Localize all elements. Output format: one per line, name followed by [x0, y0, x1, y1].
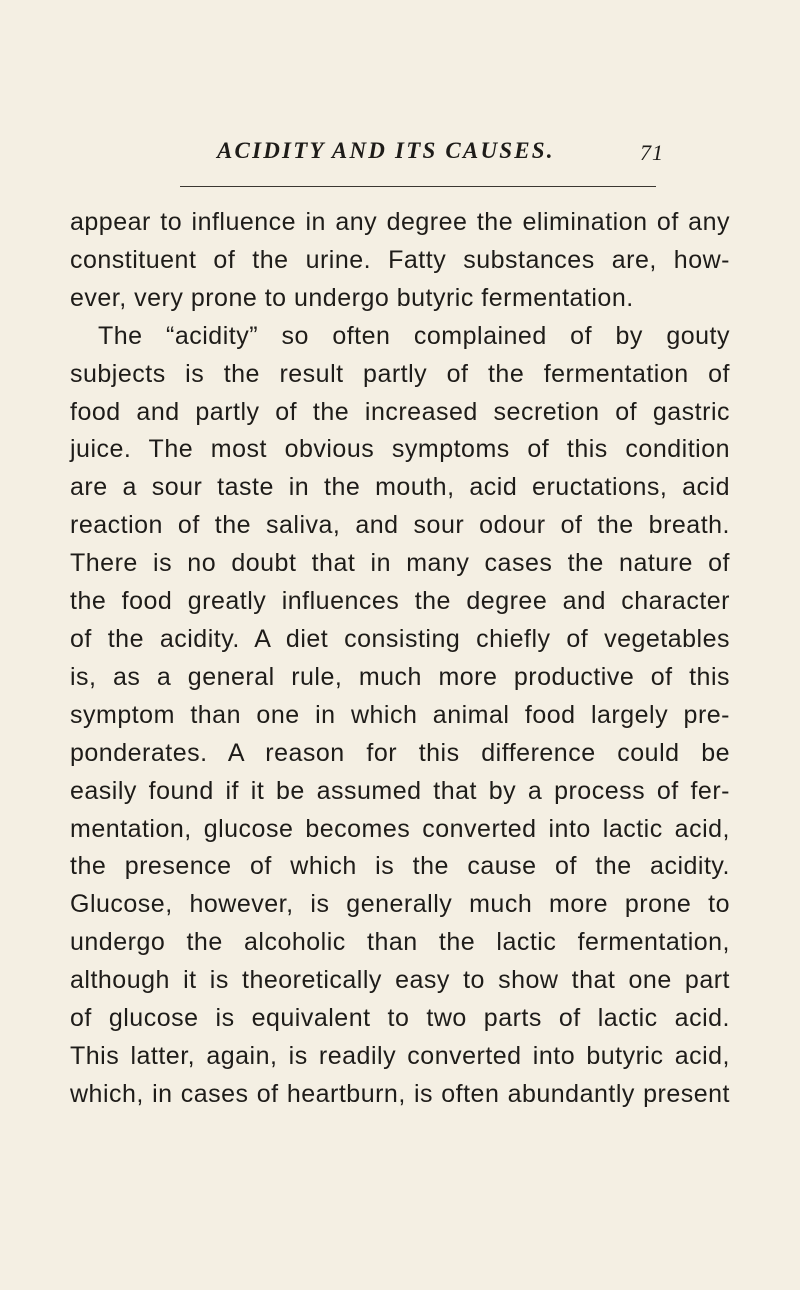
header-rule [180, 186, 656, 187]
text-line: subjects is the result partly of the fermentation of [70, 359, 730, 388]
text-line: of glucose is equivalent to two parts of lactic acid. [70, 1004, 730, 1033]
text-line: of the acidity. A diet consisting chiefly of vegetables [70, 624, 730, 653]
text-line: reaction of the saliva, and sour odour of the breath. [70, 511, 730, 540]
page-number: 71 [640, 140, 664, 165]
text-line: There is no doubt that in many cases the nature of [70, 549, 730, 578]
text-line: the presence of which is the cause of the acidity. [70, 852, 730, 881]
text-line: although it is theoretically easy to show that one part [70, 966, 730, 995]
text-line: ever, very prone to undergo butyric fermentation. [70, 283, 634, 312]
text-line: Glucose, however, is generally much more prone to [70, 890, 730, 919]
text-line: undergo the alcoholic than the lactic fermentation, [70, 928, 730, 957]
text-line: ponderates. A reason for this difference could be [70, 738, 730, 767]
running-title: ACIDITY AND ITS CAUSES. [217, 138, 555, 163]
text-line: This latter, again, is readily converted into butyric acid, [70, 1041, 730, 1070]
text-line: constituent of the urine. Fatty substances are, how- [70, 245, 730, 274]
text-line: the food greatly influences the degree and character [70, 587, 730, 616]
text-line: are a sour taste in the mouth, acid eructations, acid [70, 473, 730, 502]
text-line: symptom than one in which animal food largely pre- [70, 700, 730, 729]
text-line: which, in cases of heartburn, is often abundantly present [70, 1079, 730, 1108]
page-header [0, 138, 800, 174]
text-line: food and partly of the increased secretion of gastric [70, 397, 730, 426]
text-line: The “acidity” so often complained of by gouty [98, 321, 730, 350]
text-line: is, as a general rule, much more productive of this [70, 662, 730, 691]
text-line: appear to influence in any degree the elimination of any [70, 208, 730, 236]
text-line: easily found if it be assumed that by a process of fer- [70, 776, 730, 805]
text-line: juice. The most obvious symptoms of this condition [70, 435, 730, 464]
text-line: mentation, glucose becomes converted into lactic acid, [70, 814, 730, 843]
body-text [70, 204, 730, 1114]
